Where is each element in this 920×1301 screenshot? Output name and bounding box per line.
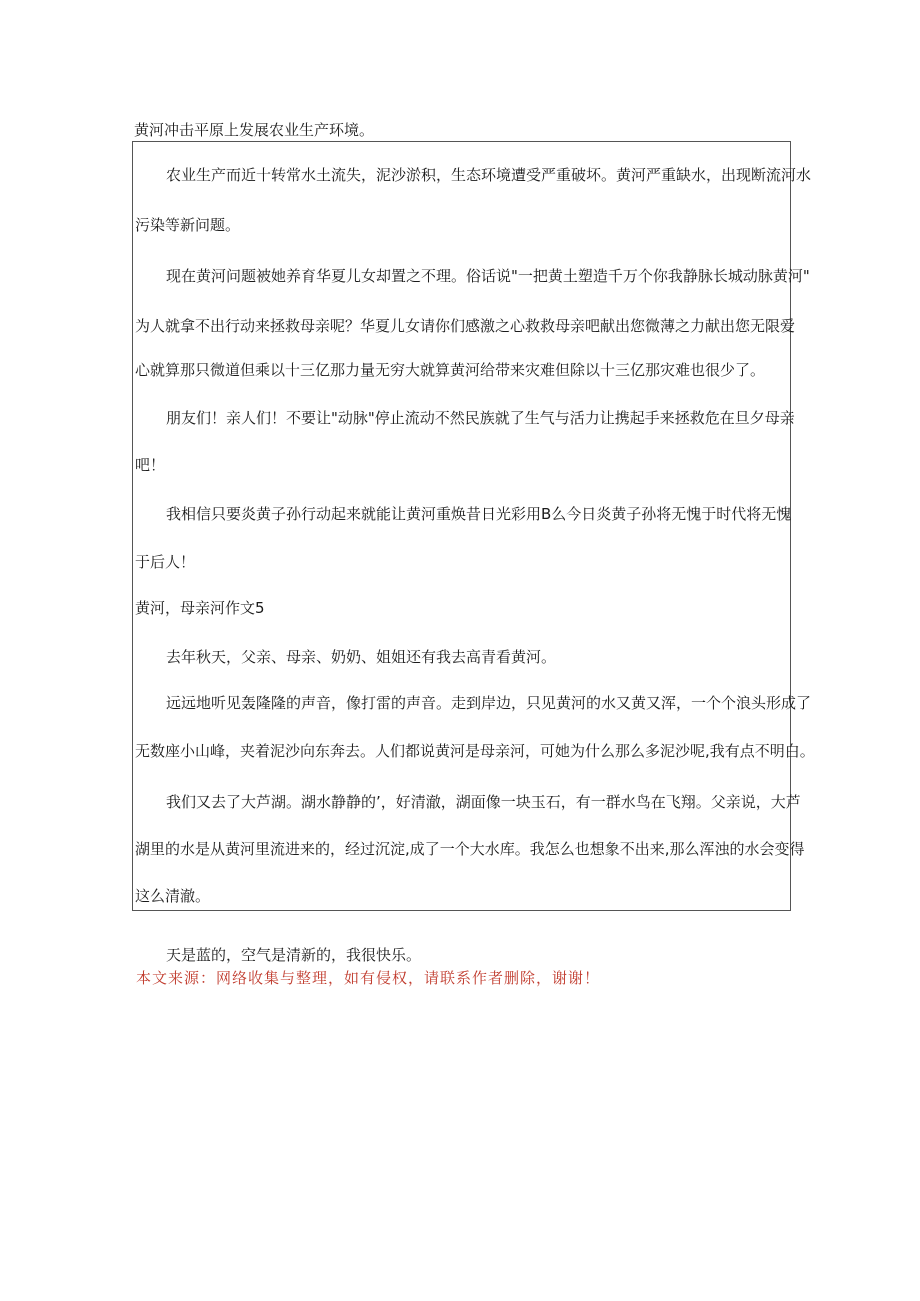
paragraph-line: 天是蓝的，空气是清新的，我很快乐。 xyxy=(166,946,422,964)
paragraph-line: 污染等新问题。 xyxy=(135,216,241,234)
paragraph-line: 心就算那只微道但乘以十三亿那力量无穷大就算黄河给带来灾难但除以十三亿那灾难也很少了。 xyxy=(135,361,766,379)
paragraph-line: 农业生产而近十转常水土流失，泥沙淤积，生态环境遭受严重破坏。黄河严重缺水，出现断流河水 xyxy=(166,166,812,184)
paragraph-line: 我们又去了大芦湖。湖水静静的’，好清澈，湖面像一块玉石，有一群水鸟在飞翔。父亲说，大芦 xyxy=(166,793,801,811)
paragraph-line: 于后人！ xyxy=(135,553,196,571)
paragraph-line: 湖里的水是从黄河里流进来的，经过沉淀,成了一个大水库。我怎么也想象不出来,那么浑浊的水会变得 xyxy=(135,840,805,858)
paragraph-line: 这么清澈。 xyxy=(135,887,211,905)
paragraph-line: 无数座小山峰，夹着泥沙向东奔去。人们都说黄河是母亲河，可她为什么那么多泥沙呢,我有点不明白。 xyxy=(135,742,815,760)
paragraph-line: 黄河冲击平原上发展农业生产环境。 xyxy=(134,121,375,139)
paragraph-line: 我相信只要炎黄子孙行动起来就能让黄河重焕昔日光彩用B么今日炎黄子孙将无愧于时代将无愧 xyxy=(166,505,792,523)
section-heading: 黄河，母亲河作文5 xyxy=(135,599,265,617)
paragraph-line: 去年秋天，父亲、母亲、奶奶、姐姐还有我去高青看黄河。 xyxy=(166,648,557,666)
source-disclaimer: 本文来源：网络收集与整理，如有侵权，请联系作者删除，谢谢！ xyxy=(136,969,601,987)
paragraph-line: 朋友们！亲人们！不要让"动脉"停止流动不然民族就了生气与活力让携起手来拯救危在旦夕母亲 xyxy=(166,409,795,427)
paragraph-line: 吧！ xyxy=(135,456,166,474)
paragraph-line: 远远地听见轰隆隆的声音，像打雷的声音。走到岸边，只见黄河的水又黄又浑，一个个浪头形成了 xyxy=(166,694,812,712)
bordered-text-box xyxy=(132,141,815,911)
paragraph-line: 为人就拿不出行动来拯救母亲呢？华夏儿女请你们感激之心救救母亲吧献出您微薄之力献出您无限爱 xyxy=(135,317,796,335)
paragraph-line: 现在黄河问题被她养育华夏儿女却置之不理。俗话说"一把黄土塑造千万个你我静脉长城动脉黄河" xyxy=(166,267,810,285)
